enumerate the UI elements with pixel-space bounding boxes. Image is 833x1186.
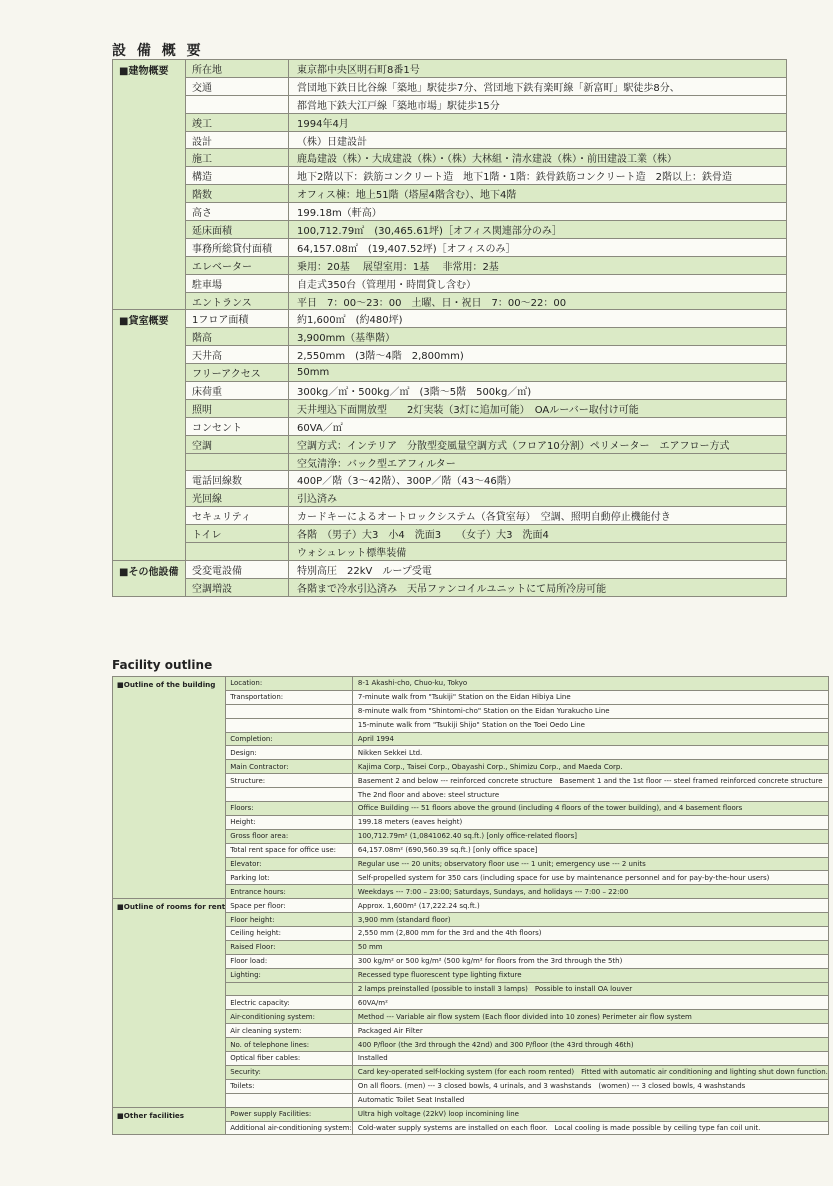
- section-header: ■Outline of rooms for rent: [113, 899, 226, 1107]
- row-label: No. of telephone lines:: [226, 1038, 353, 1052]
- row-label: [186, 95, 289, 113]
- row-label: 延床面積: [186, 221, 289, 239]
- row-value: 各階まで冷水引込済み 天吊ファンコイルユニットにて局所冷房可能: [289, 578, 787, 596]
- row-value: 15-minute walk from "Tsukiji Shijo" Station on the Toei Oedo Line: [352, 718, 828, 732]
- row-label: [226, 718, 353, 732]
- row-label: コンセント: [186, 417, 289, 435]
- row-value: 2,550 mm (2,800 mm for the 3rd and the 4th floors): [352, 927, 828, 941]
- row-value: 平日 7：00～23：00 土曜、日・祝日 7：00～22：00: [289, 292, 787, 310]
- table-row: [113, 95, 787, 113]
- row-value: 空調方式：インテリア 分散型変風量空調方式（フロア10分割）ペリメーター エアフロー方式: [289, 435, 787, 453]
- table-row: [113, 203, 787, 221]
- row-label: 設計: [186, 131, 289, 149]
- row-label: Main Contractor:: [226, 760, 353, 774]
- section-header: ■建物概要: [113, 60, 186, 310]
- row-value: 1994年4月: [289, 113, 787, 131]
- row-label: 空調増設: [186, 578, 289, 596]
- row-label: 電話回線数: [186, 471, 289, 489]
- row-label: [186, 453, 289, 471]
- row-label: 階数: [186, 185, 289, 203]
- table-row: [113, 131, 787, 149]
- row-label: 光回線: [186, 489, 289, 507]
- row-value: Self-propelled system for 350 cars (including space for use by maintenance personnel and for pay-by-the-hour users): [352, 871, 828, 885]
- table-row: [113, 328, 787, 346]
- row-value: Packaged Air Filter: [352, 1024, 828, 1038]
- row-value: 100,712.79㎡ (30,465.61坪)［オフィス関連部分のみ］: [289, 221, 787, 239]
- row-label: Completion:: [226, 732, 353, 746]
- row-label: Ceiling height:: [226, 927, 353, 941]
- table-row: [113, 238, 787, 256]
- row-label: Location:: [226, 677, 353, 691]
- row-value: ウォシュレット標準装備: [289, 543, 787, 561]
- row-label: 駐車場: [186, 274, 289, 292]
- row-label: 事務所総貸付面積: [186, 238, 289, 256]
- row-value: 100,712.79m² (1,0841062.40 sq.ft.) [only office-related floors]: [352, 829, 828, 843]
- row-label: Total rent space for office use:: [226, 843, 353, 857]
- row-value: Cold-water supply systems are installed on each floor. Local cooling is made possible by ceiling type fan coil unit.: [352, 1121, 828, 1135]
- row-value: （株）日建設計: [289, 131, 787, 149]
- row-label: Electric capacity:: [226, 996, 353, 1010]
- row-label: Structure:: [226, 774, 353, 788]
- table-row: [113, 507, 787, 525]
- table-row: [113, 346, 787, 364]
- row-value: 50 mm: [352, 940, 828, 954]
- table-row: [113, 899, 829, 913]
- row-label: Space per floor:: [226, 899, 353, 913]
- row-value: Method --- Variable air flow system (Each floor divided into 10 zones) Perimeter air flow system: [352, 1010, 828, 1024]
- jp-facility-table: [112, 59, 787, 597]
- table-row: [113, 221, 787, 239]
- table-row: [113, 256, 787, 274]
- row-label: セキュリティ: [186, 507, 289, 525]
- row-value: Automatic Toilet Seat Installed: [352, 1093, 828, 1107]
- row-value: Installed: [352, 1052, 828, 1066]
- row-value: 50mm: [289, 364, 787, 382]
- row-label: 床荷重: [186, 382, 289, 400]
- row-label: エレベーター: [186, 256, 289, 274]
- row-label: トイレ: [186, 525, 289, 543]
- row-label: [226, 788, 353, 802]
- row-label: Lighting:: [226, 968, 353, 982]
- row-value: 3,900mm（基準階）: [289, 328, 787, 346]
- jp-section-title: 設 備 概 要: [112, 43, 204, 59]
- row-value: 60VA／㎡: [289, 417, 787, 435]
- row-value: Card key-operated self-locking system (for each room rented) Fitted with automatic air conditioning and lighting shut down function.: [352, 1065, 828, 1079]
- row-value: 東京都中央区明石町8番1号: [289, 60, 787, 78]
- row-value: Regular use --- 20 units; observatory floor use --- 1 unit; emergency use --- 2 units: [352, 857, 828, 871]
- row-value: 2 lamps preinstalled (possible to install 3 lamps) Possible to install OA louver: [352, 982, 828, 996]
- table-row: [113, 399, 787, 417]
- table-row: [113, 525, 787, 543]
- row-label: 竣工: [186, 113, 289, 131]
- table-row: [113, 677, 829, 691]
- row-label: Toilets:: [226, 1079, 353, 1093]
- section-header: ■Other facilities: [113, 1107, 226, 1135]
- en-section-title: Facility outline: [112, 658, 213, 672]
- row-value: 64,157.08㎡ (19,407.52坪)［オフィスのみ］: [289, 238, 787, 256]
- row-value: 2,550mm (3階～4階 2,800mm): [289, 346, 787, 364]
- table-row: [113, 274, 787, 292]
- row-value: The 2nd floor and above: steel structure: [352, 788, 828, 802]
- row-label: [226, 1093, 353, 1107]
- row-value: 空気清浄：バック型エアフィルター: [289, 453, 787, 471]
- row-value: 300kg／㎡・500kg／㎡ (3階～5階 500kg／㎡): [289, 382, 787, 400]
- row-value: Weekdays --- 7:00 – 23:00; Saturdays, Sundays, and holidays --- 7:00 – 22:00: [352, 885, 828, 899]
- table-row: [113, 560, 787, 578]
- row-label: [186, 543, 289, 561]
- row-label: Additional air-conditioning system:: [226, 1121, 353, 1135]
- row-value: 営団地下鉄日比谷線「築地」駅徒歩7分、営団地下鉄有楽町線「新富町」駅徒歩8分、: [289, 77, 787, 95]
- row-label: 高さ: [186, 203, 289, 221]
- table-row: [113, 453, 787, 471]
- row-value: Kajima Corp., Taisei Corp., Obayashi Corp., Shimizu Corp., and Maeda Corp.: [352, 760, 828, 774]
- row-value: 8-1 Akashi-cho, Chuo-ku, Tokyo: [352, 677, 828, 691]
- table-row: [113, 435, 787, 453]
- row-label: [226, 982, 353, 996]
- section-header: ■その他設備: [113, 560, 186, 596]
- row-value: 都営地下鉄大江戸線「築地市場」駅徒歩15分: [289, 95, 787, 113]
- table-row: [113, 489, 787, 507]
- row-value: 199.18 meters (eaves height): [352, 815, 828, 829]
- row-value: Ultra high voltage (22kV) loop incomining line: [352, 1107, 828, 1121]
- row-label: 交通: [186, 77, 289, 95]
- row-value: Nikken Sekkei Ltd.: [352, 746, 828, 760]
- row-value: 天井埋込下面開放型 2灯実装（3灯に追加可能） OAルーバー取付け可能: [289, 399, 787, 417]
- row-label: Transportation:: [226, 690, 353, 704]
- row-label: Floor height:: [226, 913, 353, 927]
- row-label: フリーアクセス: [186, 364, 289, 382]
- row-label: Optical fiber cables:: [226, 1052, 353, 1066]
- row-value: Basement 2 and below --- reinforced concrete structure Basement 1 and the 1st floor --- steel framed reinforced concrete structure: [352, 774, 828, 788]
- row-value: 地下2階以下：鉄筋コンクリート造 地下1階・1階：鉄骨鉄筋コンクリート造 2階以上：鉄骨造: [289, 167, 787, 185]
- row-label: Gross floor area:: [226, 829, 353, 843]
- row-label: Floor load:: [226, 954, 353, 968]
- row-value: 自走式350台（管理用・時間貸し含む）: [289, 274, 787, 292]
- row-value: 7-minute walk from "Tsukiji" Station on the Eidan Hibiya Line: [352, 690, 828, 704]
- row-value: 各階 （男子）大3 小4 洗面3 （女子）大3 洗面4: [289, 525, 787, 543]
- row-label: 1フロア面積: [186, 310, 289, 328]
- table-row: [113, 1107, 829, 1121]
- row-label: Air-conditioning system:: [226, 1010, 353, 1024]
- table-row: [113, 185, 787, 203]
- row-label: Air cleaning system:: [226, 1024, 353, 1038]
- row-label: Design:: [226, 746, 353, 760]
- table-row: [113, 471, 787, 489]
- table-row: [113, 292, 787, 310]
- row-value: 64,157.08m² (690,560.39 sq.ft.) [only office space]: [352, 843, 828, 857]
- table-row: [113, 364, 787, 382]
- row-value: 特別高圧 22kV ループ受電: [289, 560, 787, 578]
- row-value: Approx. 1,600m² (17,222.24 sq.ft.): [352, 899, 828, 913]
- row-value: カードキーによるオートロックシステム（各貸室毎） 空調、照明自動停止機能付き: [289, 507, 787, 525]
- row-value: 300 kg/m² or 500 kg/m² (500 kg/m² for floors from the 3rd through the 5th): [352, 954, 828, 968]
- row-label: 天井高: [186, 346, 289, 364]
- row-label: Height:: [226, 815, 353, 829]
- row-value: 引込済み: [289, 489, 787, 507]
- row-value: April 1994: [352, 732, 828, 746]
- row-label: [226, 704, 353, 718]
- row-label: 照明: [186, 399, 289, 417]
- section-header: ■Outline of the building: [113, 677, 226, 899]
- row-value: 60VA/m²: [352, 996, 828, 1010]
- section-header: ■貸室概要: [113, 310, 186, 560]
- row-label: 施工: [186, 149, 289, 167]
- row-label: エントランス: [186, 292, 289, 310]
- row-value: 400P／階（3～42階）、300P／階（43～46階）: [289, 471, 787, 489]
- table-row: [113, 417, 787, 435]
- row-label: Entrance hours:: [226, 885, 353, 899]
- row-value: Office Building --- 51 floors above the ground (including 4 floors of the tower building), and 4 basement floors: [352, 802, 828, 816]
- row-value: 乗用：20基 展望室用：1基 非常用：2基: [289, 256, 787, 274]
- table-row: [113, 382, 787, 400]
- table-row: [113, 543, 787, 561]
- table-row: [113, 578, 787, 596]
- row-label: Raised Floor:: [226, 940, 353, 954]
- row-label: 空調: [186, 435, 289, 453]
- row-value: 8-minute walk from "Shintomi-cho" Station on the Eidan Yurakucho Line: [352, 704, 828, 718]
- table-row: [113, 149, 787, 167]
- row-value: 鹿島建設（株）・大成建設（株）・（株）大林組・清水建設（株）・前田建設工業（株）: [289, 149, 787, 167]
- table-row: [113, 113, 787, 131]
- row-label: Power supply Facilities:: [226, 1107, 353, 1121]
- row-label: Floors:: [226, 802, 353, 816]
- row-label: 所在地: [186, 60, 289, 78]
- en-facility-table: [112, 676, 829, 1135]
- table-row: [113, 60, 787, 78]
- table-row: [113, 77, 787, 95]
- row-label: 構造: [186, 167, 289, 185]
- table-row: [113, 167, 787, 185]
- row-label: Parking lot:: [226, 871, 353, 885]
- row-value: 約1,600㎡ (約480坪): [289, 310, 787, 328]
- row-value: オフィス棟：地上51階（塔屋4階含む）、地下4階: [289, 185, 787, 203]
- table-row: [113, 310, 787, 328]
- row-value: Recessed type fluorescent type lighting fixture: [352, 968, 828, 982]
- row-value: 199.18m（軒高）: [289, 203, 787, 221]
- row-label: 階高: [186, 328, 289, 346]
- row-label: Security:: [226, 1065, 353, 1079]
- row-value: 3,900 mm (standard floor): [352, 913, 828, 927]
- row-value: On all floors. (men) --- 3 closed bowls, 4 urinals, and 3 washstands (women) --- 3 closed bowls, 4 washstands: [352, 1079, 828, 1093]
- row-value: 400 P/floor (the 3rd through the 42nd) and 300 P/floor (the 43rd through 46th): [352, 1038, 828, 1052]
- row-label: Elevator:: [226, 857, 353, 871]
- row-label: 受変電設備: [186, 560, 289, 578]
